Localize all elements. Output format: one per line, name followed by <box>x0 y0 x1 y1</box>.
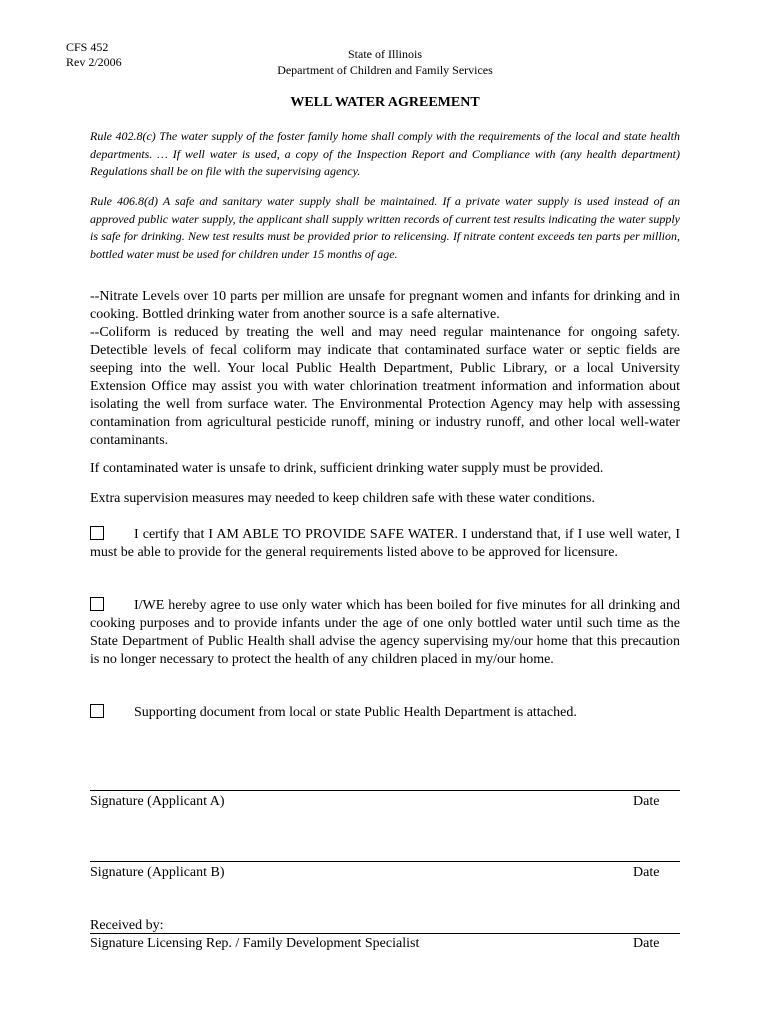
certify-safe-water-label: I certify that I AM ABLE TO PROVIDE SAFE WATER. I understand that, if I use well water, I must be able to provide for the general requirements listed above to be approved for licensure. <box>90 527 680 560</box>
boiled-water-label: I/WE hereby agree to use only water which has been boiled for five minutes for all drinking and cooking purposes and to provide infants under the age of one only bottled water until such time as the State Department of Public Health shall advise the agency supervising my/our home that this precaution is no longer necessary to protect the health of any children placed in my/our home. <box>90 598 680 667</box>
form-revision: Rev 2/2006 <box>66 55 122 69</box>
coliform-paragraph: --Coliform is reduced by treating the well and may need regular maintenance for ongoing safety. Detectible levels of fecal coliform may indicate that contaminated surface water or septic fields are seeping into the well. Your local Public Health Department, Public Library, or a local University Extension Office may assist you with water chlorination treatment information and information about isolating the well from surface water. The Environmental Protection Agency may help with assessing contamination from agricultural pesticide runoff, mining or industry runoff, and other local well-water contaminants. <box>90 325 680 448</box>
signature-label-applicant-a: Signature (Applicant A) <box>90 794 225 809</box>
contaminated-water-paragraph: If contaminated water is unsafe to drink, sufficient drinking water supply must be provided. <box>90 461 604 476</box>
state-name: State of Illinois <box>348 47 422 61</box>
signature-label-applicant-b: Signature (Applicant B) <box>90 865 225 880</box>
boiled-water-checkbox[interactable] <box>90 597 104 611</box>
department-name: Department of Children and Family Services <box>277 63 493 77</box>
signature-line-applicant-a[interactable] <box>90 790 680 791</box>
agency-header <box>0 46 770 78</box>
certify-safe-water-option <box>90 526 680 562</box>
nitrate-paragraph: --Nitrate Levels over 10 parts per million are unsafe for pregnant women and infants for drinking and in cooking. Bottled drinking water from another source is a safe alternative. <box>90 289 680 322</box>
page-title: WELL WATER AGREEMENT <box>290 95 480 110</box>
certify-safe-water-checkbox[interactable] <box>90 526 104 540</box>
date-label-applicant-a: Date <box>633 794 660 809</box>
water-guidance-block <box>90 288 680 450</box>
supporting-document-label: Supporting document from local or state Public Health Department is attached. <box>134 705 577 720</box>
supporting-document-checkbox[interactable] <box>90 704 104 718</box>
supervision-paragraph: Extra supervision measures may needed to keep children safe with these water conditions. <box>90 491 596 506</box>
signature-line-applicant-b[interactable] <box>90 861 680 862</box>
rule-406-8d: Rule 406.8(d) A safe and sanitary water supply shall be maintained. If a private water supply is used instead of an approved public water supply, the applicant shall supply written records of current test results indicating the water supply is safe for drinking. New test results must be provided prior to relicensing. If nitrate content exceeds ten parts per million, bottled water must be used for children under 15 months of age. <box>90 194 680 261</box>
signature-label-licensing-rep: Signature Licensing Rep. / Family Development Specialist <box>90 936 420 951</box>
received-by-label: Received by: <box>90 918 164 933</box>
date-label-applicant-b: Date <box>633 865 660 880</box>
boiled-water-option <box>90 597 680 669</box>
supporting-document-option <box>90 704 680 722</box>
form-number: CFS 452 <box>66 40 109 54</box>
date-label-licensing-rep: Date <box>633 936 660 951</box>
signature-line-licensing-rep[interactable] <box>90 933 680 934</box>
rule-402-8c: Rule 402.8(c) The water supply of the foster family home shall comply with the requirements of the local and state health departments. … If well water is used, a copy of the Inspection Report and Compliance with (any health department) Regulations shall be on file with the supervising agency. <box>90 129 680 178</box>
